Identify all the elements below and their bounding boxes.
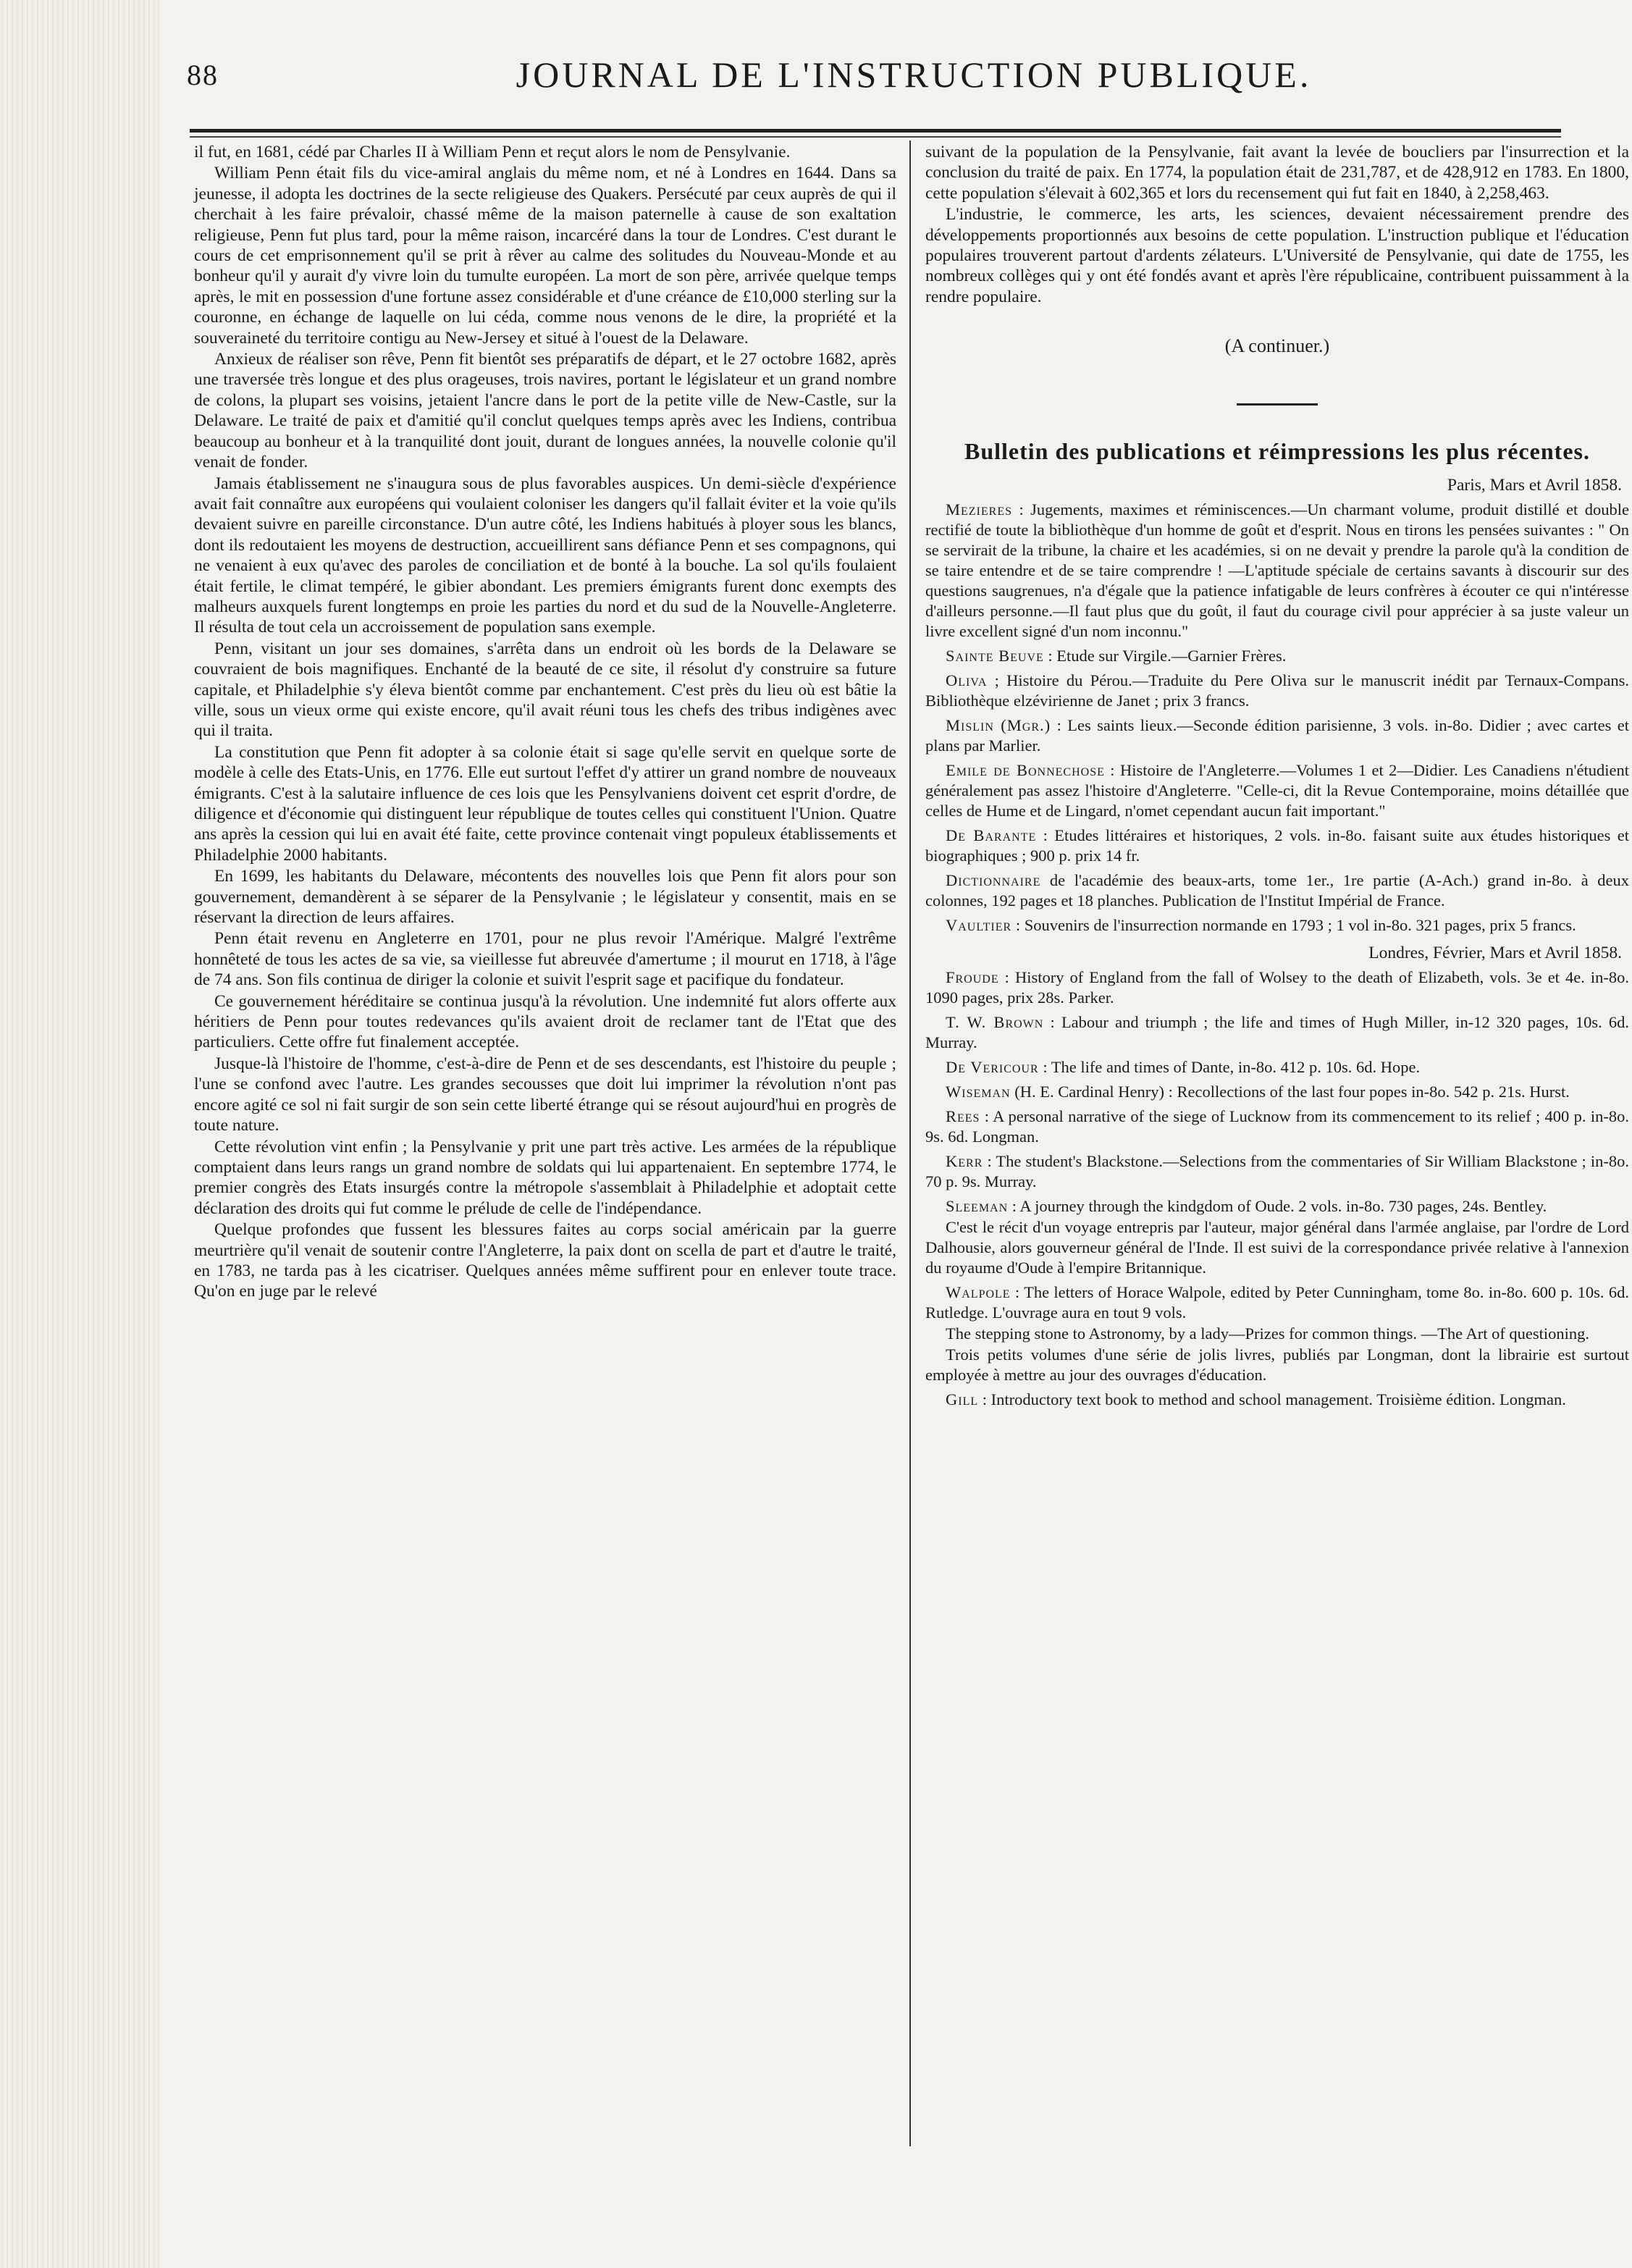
left-paragraph: Penn était revenu en Angleterre en 1701, pour ne plus revoir l'Amérique. Malgré l'extrême honnêteté de tous les actes de sa vie, sa vieillesse fut abreuvée d'amertume ; il mourut en 1718, à l'âge de 74 ans. Son fils continua de diriger la colonie et suivit l'esprit sage et pacifique du fondateur.	[194, 929, 896, 990]
publication-entry	[925, 1057, 1629, 1078]
entry-text: : Etude sur Virgile.—Garnier Frères.	[1048, 647, 1287, 665]
left-paragraph: William Penn était fils du vice-amiral anglais du même nom, et né à Londres en 1644. Dans sa jeunesse, il adopta les doctrines de la secte religieuse des Quakers. Persécuté par ceux auprès de qui il cherchait à les faire prévaloir, chassé même de la maison paternelle à cause de son exaltation religieuse, Penn fut plus tard, pour la même raison, incarcéré dans la tour de Londres. C'est durant le cours de cet emprisonnement qu'il se prit à rêver au calme des solitudes du Nouveau-Monde et au bonheur qu'il y aurait d'y vivre loin du tumulte européen. La mort de son père, arrivée quelque temps après, le mit en possession d'une fortune assez considérable et d'une créance de £10,000 sterling sur la couronne, en échange de laquelle on lui céda, comme nous venons de le dire, la propriété et la souveraineté du territoire contigu au New-Jersey et situé à l'ouest de la Delaware.	[194, 164, 896, 348]
right-column	[925, 142, 1629, 1410]
publication-entry	[925, 1390, 1629, 1410]
entry-text: : Introductory text book to method and school management. Troisième édition. Longman.	[982, 1390, 1566, 1409]
entry-author: Rees	[946, 1107, 980, 1126]
entry-author: Froude	[946, 968, 999, 987]
entry-text: : Labour and triumph ; the life and times of Hugh Miller, in-12 320 pages, 10s. 6d. Murray.	[925, 1013, 1629, 1052]
dateline-paris: Paris, Mars et Avril 1858.	[1447, 475, 1622, 495]
entry-author: Wiseman	[946, 1083, 1011, 1101]
publication-entry	[925, 1082, 1629, 1102]
right-paragraph: suivant de la population de la Pensylvanie, fait avant la levée de boucliers par l'insurrection et la conclusion du traité de paix. En 1774, la population était de 231,787, et de 428,912 en 1783. En 1800, cette population s'élevait à 602,365 et lors du recensement qui fut fait en 1840, à 2,258,463.	[925, 143, 1629, 203]
entry-author: Sleeman	[946, 1197, 1009, 1216]
entry-author: De Barante	[946, 826, 1037, 845]
left-paragraph: Anxieux de réaliser son rêve, Penn fit bientôt ses préparatifs de départ, et le 27 octobre 1682, après une traversée très longue et des plus orageuses, trois navires, portant le législateur et un grand nombre de colons, la plupart ses voisins, jetaient l'ancre dans le port de la petite ville de New-Castle, sur la Delaware. Le traité de paix et d'amitié qu'il conclut quelques temps après avec les Indiens, contribua beaucoup au bonheur et à la tranquilité dont jouit, durant de longues années, la nouvelle colonie qu'il venait de fonder.	[194, 350, 896, 472]
publication-entry	[925, 1196, 1629, 1217]
left-paragraph: Quelque profondes que fussent les blessures faites au corps social américain par la guerre meurtrière qu'il venait de soutenir contre l'Angleterre, la paix dont on scella de part et d'autre le traité, en 1783, ne tarda pas à les cicatriser. Quelques années même suffirent pour en enlever toute trace. Qu'on en juge par le relevé	[194, 1220, 896, 1301]
publication-entry	[925, 915, 1629, 936]
entry-text: : Souvenirs de l'insurrection normande en 1793 ; 1 vol in-8o. 321 pages, prix 5 francs.	[1015, 916, 1576, 935]
publication-entry	[925, 1106, 1629, 1147]
left-column	[194, 142, 896, 1302]
entry-author: De Vericour	[946, 1058, 1039, 1077]
publication-entry	[925, 1217, 1629, 1278]
entry-text: (H. E. Cardinal Henry) : Recollections of the last four popes in-8o. 542 p. 21s. Hurst.	[1014, 1083, 1570, 1101]
entry-text: Trois petits volumes d'une série de jolis livres, publiés par Longman, dont la librairie est surtout employée à mettre au jour des ouvrages d'éducation.	[925, 1345, 1629, 1385]
london-entries	[925, 967, 1629, 1410]
publication-entry	[925, 760, 1629, 821]
bulletin-title: Bulletin des publications et réimpressions les plus récentes.	[964, 437, 1590, 464]
entry-text: : Histoire de l'Angleterre.—Volumes 1 et 2—Didier. Les Canadiens n'étudient généralement pas assez l'histoire d'Angleterre. "Celle-ci, dit la Revue Contemporaine, moins détaillée que celles de Hume et de Lingard, n'omet cependant aucun fait important."	[925, 761, 1629, 820]
section-separator	[1237, 403, 1318, 406]
entry-author: Walpole	[946, 1283, 1011, 1302]
entry-author: Dictionnaire	[946, 871, 1041, 890]
entry-text: : History of England from the fall of Wolsey to the death of Elizabeth, vols. 3e et 4e. in-8o. 1090 pages, prix 28s. Parker.	[925, 968, 1629, 1007]
entry-text: : A journey through the kindgdom of Oude. 2 vols. in-8o. 730 pages, 24s. Bentley.	[1011, 1197, 1547, 1216]
entry-text: ; Histoire du Pérou.—Traduite du Pere Oliva sur le manuscrit inédit par Ternaux-Compans. Bibliothèque elzévirienne de Janet ; prix 3 francs.	[925, 671, 1630, 710]
left-paragraph: il fut, en 1681, cédé par Charles II à William Penn et reçut alors le nom de Pensylvanie.	[194, 143, 791, 161]
entry-text: : Les saints lieux.—Seconde édition parisienne, 3 vols. in-8o. Didier ; avec cartes et plans par Marlier.	[925, 716, 1630, 755]
entry-text: : The letters of Horace Walpole, edited by Peter Cunningham, tome 8o. in-8o. 600 p. 10s. 6d. Rutledge. L'ouvrage aura en tout 9 vols.	[925, 1283, 1629, 1322]
scan-edge-noise	[0, 0, 159, 2268]
journal-title: JOURNAL DE L'INSTRUCTION PUBLIQUE.	[516, 54, 1312, 95]
publication-entry	[925, 1012, 1629, 1053]
entry-text: : The student's Blackstone.—Selections from the commentaries of Sir William Blackstone ; in-8o. 70 p. 9s. Murray.	[925, 1152, 1629, 1191]
publication-entry	[925, 870, 1629, 911]
publication-entry	[925, 967, 1629, 1008]
entry-text: : A personal narrative of the siege of Lucknow from its commencement to its relief ; 400 p. in-8o. 9s. 6d. Longman.	[925, 1107, 1629, 1146]
right-paragraph: L'industrie, le commerce, les arts, les sciences, devaient nécessairement prendre des développements proportionnés aux besoins de cette population. L'instruction publique et l'éducation populaires trouverent partout d'ardents zélateurs. L'Université de Pensylvanie, qui date de 1755, les nombreux collèges qui y ont été fondés avant et après l'ère républicaine, contribuent puissamment à la rendre populaire.	[925, 205, 1629, 306]
left-paragraph: Cette révolution vint enfin ; la Pensylvanie y prit une part très active. Les armées de la république comptaient dans leurs rangs un grand nombre de soldats qui lui appartenaient. En septembre 1774, le premier congrès des Etats insurgés contre la métropole s'assemblait à Philadelphie et adoptait cette déclaration des droits qui fut comme le prélude de celle de l'indépendance.	[194, 1137, 896, 1218]
entry-author: Mezieres	[946, 500, 1012, 519]
entry-author: Emile de Bonnechose	[946, 761, 1105, 780]
dateline-london: Londres, Février, Mars et Avril 1858.	[1368, 944, 1622, 963]
paris-entries	[925, 500, 1629, 936]
entry-author: Mislin (Mgr.)	[946, 716, 1051, 735]
left-paragraph: Ce gouvernement héréditaire se continua jusqu'à la révolution. Une indemnité fut alors offerte aux héritiers de Penn pour toutes redevances qu'ils avaient droit de reclamer tant de l'Etat que des particuliers. Cette offre fut finalement acceptée.	[194, 991, 896, 1052]
column-divider	[909, 140, 911, 2146]
entry-text: The stepping stone to Astronomy, by a lady—Prizes for common things. —The Art of questioning.	[946, 1324, 1590, 1343]
entry-author: Oliva	[946, 671, 988, 690]
left-paragraph: Penn, visitant un jour ses domaines, s'arrêta dans un endroit où les bords de la Delaware se couvraient de bois magnifiques. Enchanté de la beauté de ce site, il résolut d'y construire sa future capitale, et Philadelphie s'y éleva bientôt comme par enchantement. C'est près du lieu où est bâtie la ville, sous un vieux orme qui existe encore, qu'il avait réuni tous les chefs des tribus indigènes avec qui il traita.	[194, 639, 896, 741]
publication-entry	[925, 500, 1629, 642]
publication-entry	[925, 1324, 1629, 1344]
publication-entry	[925, 715, 1629, 756]
publication-entry	[925, 1345, 1629, 1385]
entry-author: Vaultier	[946, 916, 1012, 935]
publication-entry	[925, 1282, 1629, 1323]
left-paragraph: En 1699, les habitants du Delaware, mécontents des nouvelles lois que Penn fit alors pour son gouvernement, demandèrent à se séparer de la Pensylvanie ; le législateur y consentit, mais en se réservant la direction de leurs affaires.	[194, 867, 896, 928]
page-header	[174, 51, 1567, 116]
left-paragraph: Jusque-là l'histoire de l'homme, c'est-à-dire de Penn et de ses descendants, est l'histoire du peuple ; l'une se confond avec l'autre. Les grandes secousses que doit lui imprimer la révolution n'ont pas encore agité ce sol ni fait surgir de son sein cette liberté étrange qui se résout aujourd'hui en progrès de toute nature.	[194, 1054, 896, 1135]
entry-text: : Etudes littéraires et historiques, 2 vols. in-8o. faisant suite aux études historiques et biographiques ; 900 p. prix 14 fr.	[925, 826, 1629, 865]
publication-entry	[925, 1151, 1629, 1192]
entry-text: : The life and times of Dante, in-8o. 412 p. 10s. 6d. Hope.	[1043, 1058, 1421, 1077]
entry-author: Kerr	[946, 1152, 983, 1171]
entry-author: T. W. Brown	[946, 1013, 1044, 1032]
publication-entry	[925, 646, 1629, 666]
entry-text: : Jugements, maximes et réminiscences.—Un charmant volume, produit distillé et double rectifié de toute la bibliothèque d'un homme de goût et d'esprit. Nous en tirons les pensées suivantes : " On se servirait de la tribune, la chaire et les académies, si on ne devait y prendre la parole qu'à la condition de se taire entendre et de se taire comprendre ! —L'aptitude spéciale de certains savants à discourir sur des questions saugrenues, n'a d'égale que la patience infatigable de leurs confrères à écouter ce qui n'intéresse d'ailleurs personne.—Il faut plus que du goût, il faut du courage civil pour apprécier à sa juste valeur un livre excellent signé d'un nom inconnu."	[925, 500, 1629, 641]
left-paragraph: Jamais établissement ne s'inaugura sous de plus favorables auspices. Un demi-siècle d'expérience avait fait connaître aux européens qui voulaient coloniser les dangers qu'il fallait éviter et la voie qu'ils devaient suivre en pareille circonstance. D'un autre côté, les Indiens habitués à ployer sous les blancs, dont ils redoutaient les moyens de destruction, accueillirent sans défiance Penn et ses compagnons, qui ne venaient à eux qu'avec des paroles de conciliation et de bonté à la bouche. La sol qu'ils foulaient était fertile, le climat tempéré, le gibier abondant. Les premiers émigrants furent donc exempts des malheurs auxquels furent longtemps en proie les parties du nord et du sud de la Nouvelle-Angleterre. Il résulta de tout cela un accroissement de population sans exemple.	[194, 474, 896, 637]
entry-author: Sainte Beuve	[946, 647, 1044, 665]
left-paragraph: La constitution que Penn fit adopter à sa colonie était si sage qu'elle servit en quelque sorte de modèle à celle des Etats-Unis, en 1776. Elle eut surtout l'effet d'y attirer un grand nombre de nouveaux émigrants. C'est à la salutaire influence de ces lois que les Pensylvaniens doivent cet esprit d'ordre, de diligence et d'économie qui distinguent leur république de toutes celles qui constituent l'Union. Quatre ans après la cession qui lui en avait été faite, cette province contenait vingt populeux établissements et Philadelphie 2000 habitants.	[194, 742, 896, 865]
continuation-note: (A continuer.)	[1224, 335, 1330, 357]
entry-text: de l'académie des beaux-arts, tome 1er., 1re partie (A-Ach.) grand in-8o. à deux colonnes, 192 pages et 18 planches. Publication de l'Institut Impérial de France.	[925, 871, 1629, 910]
page-number: 88	[187, 59, 219, 91]
publication-entry	[925, 671, 1629, 711]
entry-author: Gill	[946, 1390, 979, 1409]
header-rule-thick	[190, 129, 1561, 133]
publication-entry	[925, 826, 1629, 866]
header-rule-thin	[190, 136, 1561, 138]
entry-text: C'est le récit d'un voyage entrepris par l'auteur, major général dans l'armée anglaise, par l'ordre de Lord Dalhousie, alors gouverneur général de l'Inde. Il est suivi de la correspondance privée relative à l'annexion du royaume d'Oude à l'empire Britannique.	[925, 1218, 1629, 1277]
